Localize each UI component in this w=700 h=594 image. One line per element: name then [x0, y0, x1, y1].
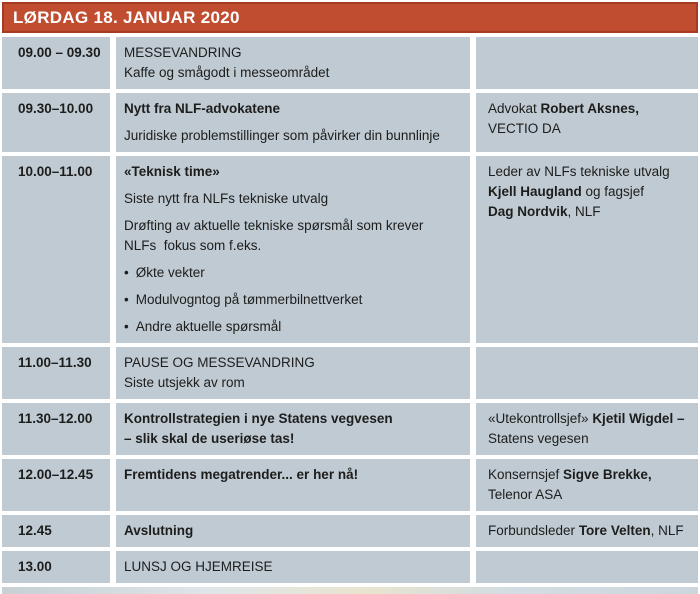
- time-cell: 12.00–12.45: [2, 459, 110, 511]
- speaker-text: Statens vegesen: [488, 431, 589, 446]
- session-line: [124, 465, 464, 485]
- day-header: [2, 2, 698, 33]
- session-text: Modulvogntog på tømmerbilnettverket: [135, 292, 363, 307]
- session-cell: [116, 156, 470, 343]
- session-line: [124, 353, 464, 373]
- schedule-row: [2, 156, 698, 343]
- session-text: Siste nytt fra NLFs tekniske utvalg: [124, 191, 329, 206]
- time-cell: 11.00–11.30: [2, 347, 110, 399]
- schedule-row: [2, 551, 698, 583]
- session-text: NLFs fokus som f.eks.: [124, 238, 262, 253]
- speaker-name: Robert Aksnes,: [540, 101, 640, 116]
- session-line: [124, 317, 464, 337]
- session-line: [124, 43, 464, 63]
- time-cell: 10.00–11.00: [2, 156, 110, 343]
- speaker-line: [488, 465, 694, 485]
- speaker-line: [488, 99, 694, 119]
- session-line: [124, 290, 464, 310]
- speaker-cell: [476, 37, 698, 89]
- session-cell: [116, 403, 470, 455]
- speaker-cell: [476, 347, 698, 399]
- session-text: MESSEVANDRING: [124, 45, 242, 60]
- speaker-line: [488, 409, 694, 429]
- session-text: PAUSE OG MESSEVANDRING: [124, 355, 315, 370]
- session-cell: [116, 515, 470, 547]
- speaker-cell: [476, 515, 698, 547]
- session-text: Kaffe og smågodt i messeområdet: [124, 65, 330, 80]
- session-line: [124, 63, 464, 83]
- speaker-line: [488, 429, 694, 449]
- bullet-icon: •: [124, 292, 129, 307]
- session-text: Kontrollstrategien i nye Statens vegvesen: [124, 411, 393, 426]
- speaker-name: Sigve Brekke,: [563, 467, 652, 482]
- speaker-line: [488, 521, 694, 541]
- session-line: [124, 409, 464, 429]
- program-page: [2, 2, 698, 594]
- session-cell: [116, 93, 470, 152]
- session-cell: [116, 551, 470, 583]
- speaker-text: Leder av NLFs tekniske utvalg: [488, 164, 670, 179]
- session-text: Drøfting av aktuelle tekniske spørsmål som krever: [124, 218, 424, 233]
- session-text: Nytt fra NLF-advokatene: [124, 101, 281, 116]
- time-cell: 09.30–10.00: [2, 93, 110, 152]
- session-cell: [116, 347, 470, 399]
- schedule-row: [2, 93, 698, 152]
- schedule-row: [2, 347, 698, 399]
- speaker-cell: [476, 403, 698, 455]
- session-cell: [116, 459, 470, 511]
- session-line: [124, 263, 464, 283]
- speaker-text: , NLF: [567, 204, 601, 219]
- speaker-cell: [476, 551, 698, 583]
- session-line: [124, 99, 464, 119]
- session-text: Avslutning: [124, 523, 194, 538]
- speaker-line: [488, 162, 694, 182]
- session-text: Siste utsjekk av rom: [124, 375, 245, 390]
- session-line: [124, 216, 464, 236]
- bullet-icon: •: [124, 319, 129, 334]
- bullet-icon: •: [124, 265, 129, 280]
- session-line: [124, 373, 464, 393]
- schedule-row: [2, 515, 698, 547]
- speaker-cell: [476, 93, 698, 152]
- speaker-cell: [476, 459, 698, 511]
- speaker-text: «Utekontrollsjef»: [488, 411, 593, 426]
- session-cell: [116, 37, 470, 89]
- speaker-text: Forbundsleder: [488, 523, 579, 538]
- session-line: [124, 162, 464, 182]
- time-cell: 13.00: [2, 551, 110, 583]
- session-text: «Teknisk time»: [124, 164, 220, 179]
- session-text: Juridiske problemstillinger som påvirker din bunnlinje: [124, 128, 440, 143]
- session-text: Andre aktuelle spørsmål: [135, 319, 282, 334]
- schedule-row: [2, 403, 698, 455]
- time-cell: 09.00 – 09.30: [2, 37, 110, 89]
- session-text: – slik skal de useriøse tas!: [124, 431, 295, 446]
- speaker-cell: [476, 156, 698, 343]
- session-text: Fremtidens megatrender... er her nå!: [124, 467, 359, 482]
- speaker-name: Dag Nordvik: [488, 204, 568, 219]
- day-title: LØRDAG 18. JANUAR 2020: [13, 7, 240, 27]
- speaker-text: , NLF: [650, 523, 684, 538]
- time-cell: 12.45: [2, 515, 110, 547]
- speaker-name: Tore Velten: [578, 523, 651, 538]
- session-line: [124, 521, 464, 541]
- speaker-text: og fagsjef: [581, 184, 645, 199]
- time-cell: 11.30–12.00: [2, 403, 110, 455]
- session-line: [124, 189, 464, 209]
- session-line: [124, 126, 464, 146]
- schedule-row: [2, 459, 698, 511]
- speaker-line: [488, 485, 694, 505]
- speaker-name: Kjell Haugland: [488, 184, 582, 199]
- speaker-text: Konsernsjef: [488, 467, 564, 482]
- speaker-text: VECTIO DA: [488, 121, 561, 136]
- speaker-line: [488, 202, 694, 222]
- speaker-line: [488, 182, 694, 202]
- schedule-table: [2, 37, 698, 583]
- speaker-text: Advokat: [488, 101, 541, 116]
- photo-strip: [2, 587, 698, 594]
- speaker-name: Kjetil Wigdel –: [592, 411, 685, 426]
- session-text: LUNSJ OG HJEMREISE: [124, 559, 273, 574]
- speaker-line: [488, 119, 694, 139]
- session-line: [124, 236, 464, 256]
- schedule-row: [2, 37, 698, 89]
- session-text: Økte vekter: [135, 265, 205, 280]
- session-line: [124, 557, 464, 577]
- speaker-text: Telenor ASA: [488, 487, 563, 502]
- session-line: [124, 429, 464, 449]
